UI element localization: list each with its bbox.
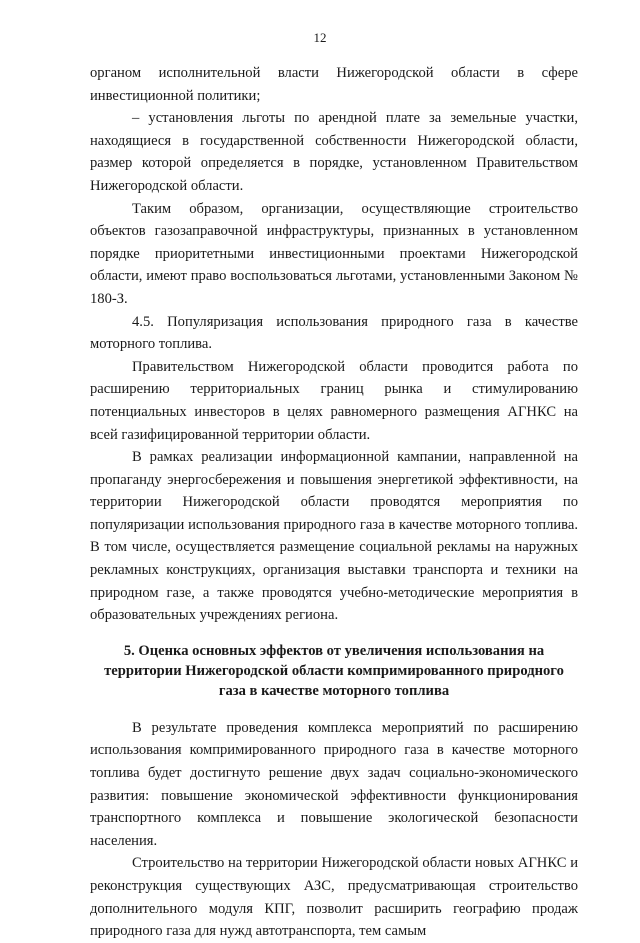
paragraphs-before-heading [90,62,578,627]
paragraph: органом исполнительной власти Нижегородской области в сфере инвестиционной политики; [90,65,578,104]
paragraph: В результате проведения комплекса мероприятий по расширению использования компримированного природного газа в качестве моторного топлива будет достигнуто решение двух задач социально-экономического развития: повышение экономической эффективности функционирования транспортного комплекса и повышение экологической безопасности населения. [90,719,578,849]
section-heading: 5. Оценка основных эффектов от увеличения использования на территории Нижегородской области компримированного природного газа в качестве моторного топлива [104,642,564,699]
paragraph: Таким образом, организации, осуществляющие строительство объектов газозаправочной инфраструктуры, признанных в установленном порядке приоритетными инвестиционными проектами Нижегородской области, имеют право воспользоваться льготами, установленными Законом № 180-З. [90,200,578,307]
paragraph: Правительством Нижегородской области проводится работа по расширению территориальных границ рынка и стимулированию потенциальных инвесторов в целях равномерного размещения АГНКС на всей газифицированной территории области. [90,358,578,443]
paragraphs-after-heading [90,717,578,943]
page-number: 12 [313,30,327,45]
document-body [90,62,578,943]
paragraph: – установления льготы по арендной плате за земельные участки, находящиеся в государственной собственности Нижегородской области, размер которой определяется в порядке, установленном Правительством Нижегородской области. [90,110,578,194]
paragraph: В рамках реализации информационной кампании, направленной на пропаганду энергосбережения и повышения энергетикой эффективности, на территории Нижегородской области проводятся мероприятия по популяризации использования природного газа в качестве моторного топлива. В том числе, осуществляется размещение социальной рекламы на наружных рекламных конструкциях, организация выставки транспорта и техники на природном газе, а также проводятся учебно-методические мероприятия в образовательных учреждениях региона. [90,449,578,624]
paragraph: Строительство на территории Нижегородской области новых АГНКС и реконструкция существующих АЗС, предусматривающая строительство дополнительного модуля КПГ, позволит расширить географию продаж природного газа для нужд автотранспорта, тем самым [90,855,578,940]
paragraph: 4.5. Популяризация использования природного газа в качестве моторного топлива. [90,313,578,353]
